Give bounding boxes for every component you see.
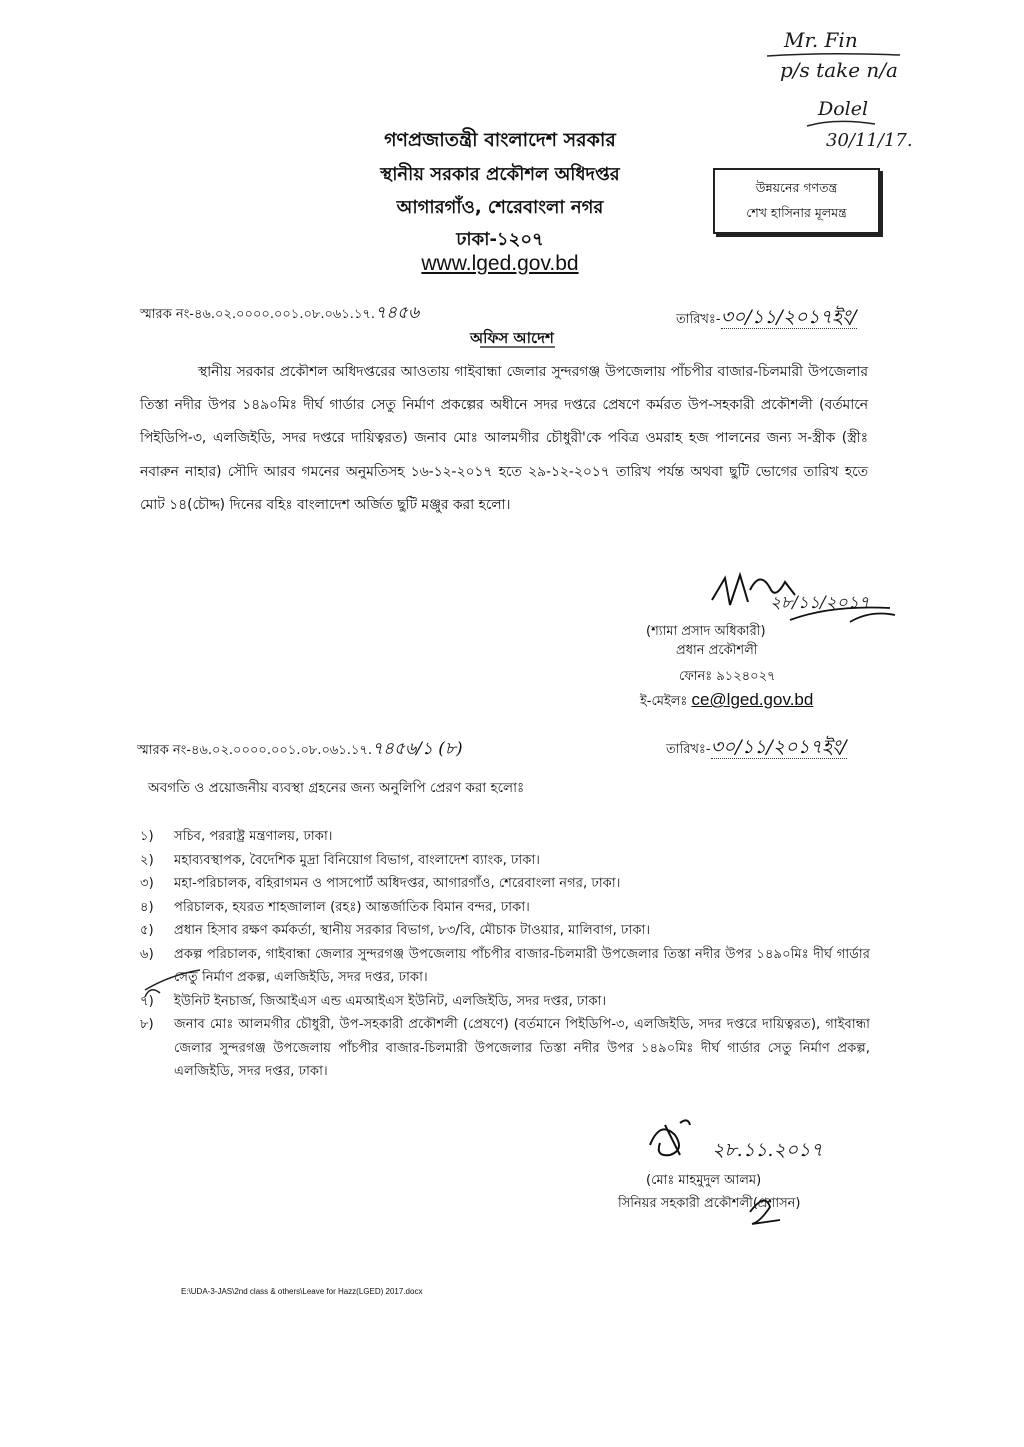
handwritten-note-line2: p/s take n/a	[780, 58, 898, 82]
list-item: ২) মহাব্যবস্থাপক, বৈদেশিক মুদ্রা বিনিয়োগ বিভাগ, বাংলাদেশ ব্যাংক, ঢাকা।	[140, 852, 541, 868]
date-hand-value: ৩০/১১/২০১৭ইং/	[710, 736, 847, 758]
list-item: ৫) প্রধান হিসাব রক্ষণ কর্মকর্তা, স্থানীয় সরকার বিভাগ, ৮৩/বি, মৌচাক টাওয়ার, মালিবাগ, ঢাকা।	[140, 923, 651, 938]
signatory-1-phone: ফোনঃ ৯১২৪০২৭	[679, 669, 776, 684]
signature-date-1: ২৮/১১/২০১৭	[770, 593, 870, 613]
list-item: ৩) মহা-পরিচালক, বহিরাগমন ও পাসপোর্ট অধিদপ্তর, আগারগাঁও, শেরেবাংলা নগর, ঢাকা।	[140, 876, 621, 891]
date-hand-value: ৩০/১১/২০১৭ইং/	[720, 306, 857, 328]
handwritten-initials: Dolel	[818, 98, 869, 120]
office-order-title: অফিস আদেশ	[470, 329, 554, 347]
footer-file-path: E:\UDA-3-JAS\2nd class & others\Leave for Hazz(LGED) 2017.docx	[181, 1287, 423, 1296]
handwritten-note-date: 30/11/17.	[826, 130, 913, 151]
email-label: ই-মেইলঃ	[640, 694, 688, 709]
list-item: ৮) জনাব মোঃ আলমগীর চৌধুরী, উপ-সহকারী প্রকৌশলী (প্রেষণে) (বর্তমানে পিইডিপি-৩, এলজিইডি, সদর দপ্তরে দায়িত্বরত), গাইবান্ধা জেলার সুন্দরগঞ্জ উপজেলায় পাঁচপীর বাজার-চিলমারী উপজেলার তিস্তা নদীর উপর ১৪৯০মিঃ দীর্ঘ গার্ডার সেতু নির্মাণ প্রকল্প, এলজিইডি, সদর দপ্তর, ঢাকা।	[140, 1017, 870, 1079]
signatory-2-name: (মোঃ মাহমুদুল আলম)	[646, 1173, 762, 1188]
signatory-1-designation: প্রধান প্রকৌশলী	[676, 643, 758, 658]
handwritten-note-line1: Mr. Fin	[784, 28, 858, 52]
email-link[interactable]: ce@lged.gov.bd	[691, 690, 814, 709]
memo-label: স্মারক নং-৪৬.০২.০০০০.০০১.০৮.০৬১.১৭.	[140, 307, 375, 322]
signatory-1-name: (শ্যামা প্রসাদ অধিকারী)	[646, 624, 766, 639]
signature-date-2: ২৮.১১.২০১৭	[712, 1139, 823, 1161]
list-item: ১) সচিব, পররাষ্ট্র মন্ত্রণালয়, ঢাকা।	[140, 829, 333, 844]
list-item: ৬) প্রকল্প পরিচালক, গাইবান্ধা জেলার সুন্দরগঞ্জ উপজেলায় পাঁচপীর বাজার-চিলমারী উপজেলার তিস্তা নদীর উপর ১৪৯০মিঃ দীর্ঘ গার্ডার সেতু নির্মাণ প্রকল্প, এলজিইডি, সদর দপ্তর, ঢাকা।	[140, 946, 870, 985]
slogan-box	[713, 168, 880, 234]
memo-number-1	[140, 300, 419, 328]
signature-scribble-2	[640, 1115, 720, 1165]
header-address: আগারগাঁও, শেরেবাংলা নগর	[396, 197, 604, 218]
date-label: তারিখঃ-	[666, 742, 711, 757]
signatory-1-email-row	[640, 690, 813, 713]
list-item: ৭) ইউনিট ইনচার্জ, জিআইএস এন্ড এমআইএস ইউনিট, এলজিইডি, সদর দপ্তর, ঢাকা।	[140, 993, 607, 1009]
memo-date-2	[666, 733, 847, 765]
memo-number-2	[137, 736, 463, 764]
header-website[interactable]: www.lged.gov.bd	[421, 252, 579, 275]
memo-label: স্মারক নং-৪৬.০২.০০০০.০০১.০৮.০৬১.১৭.	[137, 743, 372, 758]
slogan-line2: শেখ হাসিনার মূলমন্ত্র	[746, 205, 847, 220]
header-department: স্থানীয় সরকার প্রকৌশল অধিদপ্তর	[380, 164, 620, 185]
slogan-line1: উন্নয়নের গণতন্ত্র	[755, 180, 838, 195]
memo-hand-number: ৭৪৫৬/১ (৮)	[371, 739, 463, 759]
signatory-2-designation: সিনিয়র সহকারী প্রকৌশলী(প্রশাসন)	[618, 1196, 801, 1211]
memo-hand-number: ৭৪৫৬	[374, 303, 420, 323]
title-underline	[480, 345, 560, 349]
signature-initial-2	[740, 1192, 790, 1232]
header-country: গণপ্রজাতন্ত্রী বাংলাদেশ সরকার	[384, 129, 616, 151]
cc-intro: অবগতি ও প্রয়োজনীয় ব্যবস্থা গ্রহনের জন্য অনুলিপি প্রেরণ করা হলোঃ	[148, 780, 525, 796]
handwritten-strike-mark	[140, 945, 260, 1005]
date-label: তারিখঃ-	[676, 312, 721, 327]
order-body: স্থানীয় সরকার প্রকৌশল অধিদপ্তরের আওতায় গাইবান্ধা জেলার সুন্দরগঞ্জ উপজেলায় পাঁচপীর বাজার-চিলমারী উপজেলার তিস্তা নদীর উপর ১৪৯০মিঃ দীর্ঘ গার্ডার সেতু নির্মাণ প্রকল্পের অধীনে সদর দপ্তরে প্রেষণে কর্মরত উপ-সহকারী প্রকৌশলী (বর্তমানে পিইডিপি-৩, এলজিইডি, সদর দপ্তরে দায়িত্বরত) জনাব মোঃ আলমগীর চৌধুরী'কে পবিত্র ওমরাহ হজ পালনের জন্য স-স্ত্রীক (স্ত্রীঃ নবারুন নাহার) সৌদি আরব গমনের অনুমতিসহ ১৬-১২-২০১৭ হতে ২৯-১২-২০১৭ তারিখ পর্যন্ত অথবা ছুটি ভোগের তারিখ হতে মোট ১৪(চৌদ্দ) দিনের বহিঃ বাংলাদেশ অর্জিত ছুটি মঞ্জুর করা হলো।	[140, 364, 868, 513]
header-city: ঢাকা-১২০৭	[456, 229, 544, 250]
list-item: ৪) পরিচালক, হযরত শাহজালাল (রহঃ) আন্তর্জাতিক বিমান বন্দর, ঢাকা।	[140, 899, 530, 915]
